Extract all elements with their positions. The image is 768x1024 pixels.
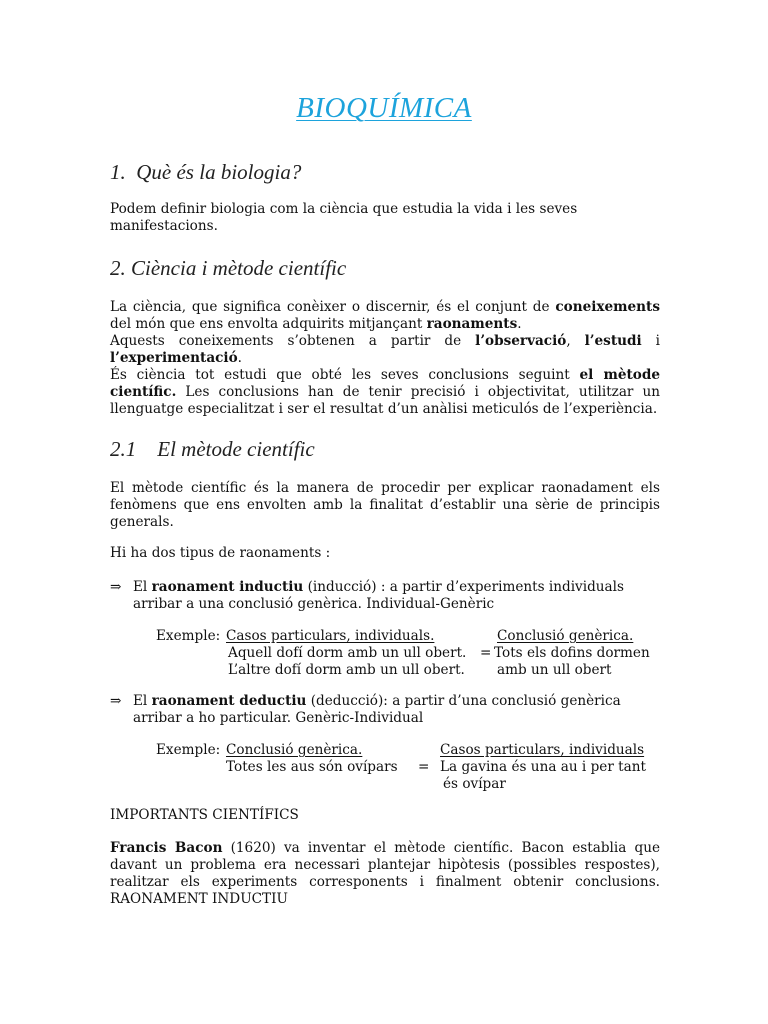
equals-sign: = bbox=[418, 759, 430, 775]
text-run: . bbox=[517, 316, 522, 332]
text-line bbox=[110, 316, 660, 333]
text-run: i bbox=[641, 333, 660, 349]
bold-term: científic. bbox=[110, 384, 177, 400]
section-2-number: 2. bbox=[110, 256, 126, 280]
document-title: BIOQUÍMICA bbox=[296, 92, 472, 124]
example-col1-line: L’altre dofí dorm amb un ull obert. bbox=[228, 662, 465, 678]
section-2-1-paragraph bbox=[110, 480, 660, 531]
reasoning-intro: Hi ha dos tipus de raonaments : bbox=[110, 545, 331, 561]
section-2-paragraph bbox=[110, 299, 660, 418]
text-line bbox=[110, 350, 660, 367]
bold-term: Francis Bacon bbox=[110, 840, 223, 856]
text-line: davant un problema era necessari plantejar hipòtesis (possibles respostes), bbox=[110, 857, 660, 873]
text-line: manifestacions. bbox=[110, 218, 218, 234]
arrow-icon: ⇒ bbox=[110, 579, 122, 595]
section-1-heading bbox=[110, 160, 301, 185]
section-2-1-number: 2.1 bbox=[110, 437, 137, 461]
text-line: El mètode científic és la manera de procedir per explicar raonadament els bbox=[110, 480, 660, 496]
text-run: Les conclusions han de tenir precisió i objectivitat, utilitzar un bbox=[176, 384, 660, 400]
section-2-heading bbox=[110, 256, 346, 281]
example-label: Exemple: bbox=[156, 628, 221, 644]
bullet-line bbox=[133, 579, 624, 596]
example-col1-head: Conclusió genèrica. bbox=[226, 742, 363, 758]
section-1-title: Què és la biologia? bbox=[136, 160, 302, 184]
example-col2-head: Casos particulars, individuals bbox=[440, 742, 645, 758]
text-run: del món que ens envolta adquirits mitjançant bbox=[110, 316, 427, 332]
example-col2-head: Conclusió genèrica. bbox=[497, 628, 634, 644]
text-run: La ciència, que significa conèixer o discernir, és el conjunt de bbox=[110, 299, 556, 315]
text-run: Aquests coneixements s’obtenen a partir de bbox=[110, 333, 476, 349]
text-line: Podem definir biologia com la ciència que estudia la vida i les seves bbox=[110, 201, 578, 217]
bullet-line: arribar a ho particular. Genèric-Individual bbox=[133, 710, 424, 726]
text-line: RAONAMENT INDUCTIU bbox=[110, 891, 288, 907]
example-col2-line: amb un ull obert bbox=[497, 662, 612, 678]
text-run: , bbox=[566, 333, 585, 349]
example-col1-head: Casos particulars, individuals. bbox=[226, 628, 435, 644]
text-run: (1620) va inventar el mètode científic. Bacon establia que bbox=[222, 840, 660, 856]
bold-term: raonament deductiu bbox=[151, 693, 307, 709]
text-line: llenguatge especialitzat i ser el resultat d’un anàlisi meticulós de l’experiència. bbox=[110, 401, 658, 417]
bold-term: l’estudi bbox=[584, 333, 642, 349]
example-label: Exemple: bbox=[156, 742, 221, 758]
bold-term: el mètode bbox=[579, 367, 661, 383]
arrow-icon: ⇒ bbox=[110, 693, 122, 709]
text-run: És ciència tot estudi que obté les seves conclusions seguint bbox=[110, 367, 580, 383]
text-run: (inducció) : a partir d’experiments individuals bbox=[303, 579, 624, 595]
text-run: . bbox=[237, 350, 242, 366]
example-col1-line: Aquell dofí dorm amb un ull obert. bbox=[228, 645, 467, 661]
example-col2-line: La gavina és una au i per tant bbox=[440, 759, 646, 775]
text-line bbox=[110, 299, 660, 316]
bold-term: coneixements bbox=[555, 299, 660, 315]
bold-term: raonament inductiu bbox=[151, 579, 304, 595]
text-line: fenòmens que ens envolten amb la finalitat d’establir una sèrie de principis bbox=[110, 497, 660, 513]
section-1-number: 1. bbox=[110, 160, 126, 184]
section-2-1-title: El mètode científic bbox=[157, 437, 315, 461]
bullet-line: arribar a una conclusió genèrica. Individual-Genèric bbox=[133, 596, 495, 612]
text-run: (deducció): a partir d’una conclusió genèrica bbox=[306, 693, 621, 709]
section-1-paragraph bbox=[110, 201, 660, 235]
section-2-1-heading bbox=[110, 437, 315, 462]
text-line bbox=[110, 367, 660, 384]
section-2-title: Ciència i mètode científic bbox=[131, 256, 347, 280]
example-col2-line: és ovípar bbox=[443, 776, 506, 792]
text-line: generals. bbox=[110, 514, 174, 530]
example-col2-line: Tots els dofins dormen bbox=[494, 645, 650, 661]
text-run: El bbox=[133, 693, 152, 709]
text-line bbox=[110, 333, 660, 350]
bold-term: l’observació bbox=[475, 333, 567, 349]
bold-term: l’experimentació bbox=[110, 350, 238, 366]
bold-term: raonaments bbox=[426, 316, 518, 332]
text-line bbox=[110, 840, 660, 857]
text-run: El bbox=[133, 579, 152, 595]
equals-sign: = bbox=[480, 645, 492, 661]
bullet-line bbox=[133, 693, 621, 710]
example-col1-line: Totes les aus són ovípars bbox=[226, 759, 398, 775]
text-line: realitzar els experiments corresponents i finalment obtenir conclusions. bbox=[110, 874, 660, 890]
scientists-paragraph bbox=[110, 840, 660, 908]
scientists-heading: IMPORTANTS CIENTÍFICS bbox=[110, 807, 299, 823]
text-line bbox=[110, 384, 660, 401]
